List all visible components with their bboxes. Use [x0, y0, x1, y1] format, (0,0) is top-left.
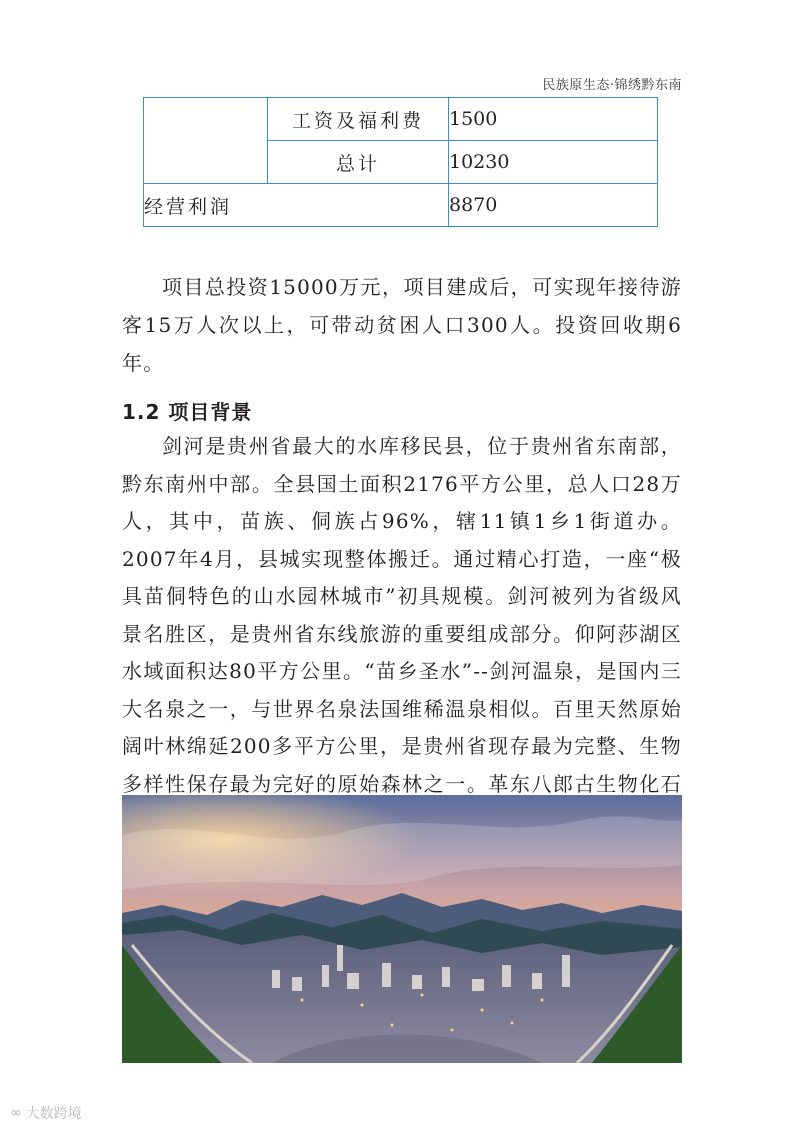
table-row — [144, 184, 658, 227]
table-cell-value: 10230 — [449, 141, 658, 184]
table-cell-profit-value: 8870 — [449, 184, 658, 227]
city-panorama-photo — [122, 795, 682, 1063]
watermark-text: 大数跨境 — [25, 1106, 82, 1122]
cost-table — [143, 97, 658, 227]
investment-paragraph: 项目总投资15000万元，项目建成后，可实现年接待游客15万人次以上，可带动贫困人口300人。投资回收期6年。 — [122, 275, 682, 375]
table-row — [144, 98, 658, 141]
running-header: 民族原生态·锦绣黔东南 — [542, 78, 682, 93]
watermark — [10, 1103, 82, 1123]
background-paragraph: 剑河是贵州省最大的水库移民县，位于贵州省东南部，黔东南州中部。全县国土面积2176平方公里，总人口28万人，其中，苗族、侗族占96%，辖11镇1乡1街道办。2007年4月，县城实现整体搬迁。通过精心打造，一座“极具苗侗特色的山水园林城市”初具规模。剑河被列为省级风景名胜区，是贵州省东线旅游的重要组成部分。仰阿莎湖区水域面积达80平方公里。“苗乡圣水”--剑河温泉，是国内三大名泉之一，与世界名泉法国维稀温泉相似。百里天然原始阔叶林绵延200多平方公里，是贵州省现存最为完整、生物多样性保存最为完好的原始森林之一。革东八郎古生物化石 — [122, 434, 682, 796]
table-merged-blank-cell — [144, 98, 268, 184]
section-heading: 1.2 项目背景 — [122, 400, 253, 424]
table-cell-profit-label: 经营利润 — [144, 184, 449, 227]
watermark-logo-icon: ∞ — [10, 1105, 22, 1121]
table-cell-value: 1500 — [449, 98, 658, 141]
table-cell-label: 总计 — [268, 141, 449, 184]
table-cell-label: 工资及福利费 — [268, 98, 449, 141]
